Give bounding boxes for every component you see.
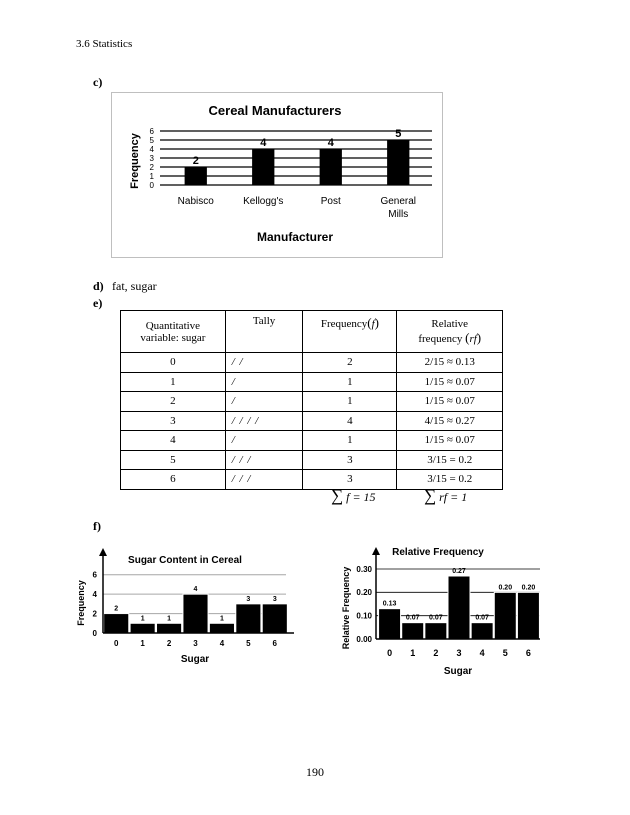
bar	[252, 149, 274, 185]
y-tick-label: 2	[92, 609, 97, 619]
cell-tally: /	[225, 392, 303, 412]
y-tick-label: 0.20	[356, 588, 372, 598]
sigma-symbol: ∑	[331, 486, 344, 505]
data-label: 0.20	[498, 584, 513, 592]
col-header-tally: Tally	[225, 311, 303, 353]
y-axis-arrowhead	[99, 548, 107, 556]
chart-relative-frequency	[338, 540, 548, 680]
x-axis-label: Sugar	[180, 654, 210, 665]
cell-value: 0	[121, 353, 226, 373]
data-label: 3	[246, 595, 251, 603]
y-tick-label: 6	[92, 570, 97, 580]
cell-value: 5	[121, 450, 226, 470]
frequency-sum-expression: f = 15	[346, 490, 376, 504]
frequency-sum	[331, 486, 376, 506]
data-label: 0.27	[452, 568, 466, 575]
cell-value: 4	[121, 431, 226, 451]
table-row	[121, 372, 503, 392]
data-label: 0.07	[429, 614, 443, 622]
page-number: 190	[306, 765, 324, 779]
data-label: 4	[260, 137, 267, 149]
cell-tally: / / /	[225, 470, 303, 490]
x-tick-label: 4	[219, 639, 225, 648]
frequency-symbol: f	[371, 318, 375, 330]
x-tick-label: 5	[246, 639, 251, 648]
table-row	[121, 353, 503, 373]
col-header-quantitative	[121, 311, 226, 353]
x-tick-label: 6	[525, 648, 531, 658]
y-tick-label: 0	[92, 628, 97, 638]
x-axis-label: Manufacturer	[256, 230, 334, 244]
x-tick-label: 3	[456, 648, 462, 658]
col-header-frequency: Frequency(f)	[303, 311, 397, 353]
bar	[494, 592, 516, 639]
y-tick-label: 1	[149, 171, 154, 181]
cell-relative-frequency: 1/15 ≈ 0.07	[397, 392, 503, 412]
cell-tally: /	[225, 372, 303, 392]
chart-title: Relative Frequency	[392, 547, 484, 558]
y-axis-label: Frequency	[76, 580, 86, 626]
x-tick-label: Kellogg's	[243, 196, 284, 207]
y-tick-label: 0.30	[356, 564, 372, 574]
cell-relative-frequency: 2/15 ≈ 0.13	[397, 353, 503, 373]
cell-tally: / / /	[225, 450, 303, 470]
y-tick-label: 0	[149, 180, 154, 190]
col-header-text: Quantitative	[145, 319, 201, 332]
data-label: 1	[167, 615, 172, 623]
relative-frequency-sum-expression: rf = 1	[439, 490, 468, 504]
chart-cereal-manufacturers	[112, 93, 442, 257]
bar	[387, 140, 409, 185]
x-tick-label: 6	[272, 639, 278, 648]
relative-frequency-symbol: rf	[469, 332, 477, 345]
bar	[209, 623, 234, 633]
data-label: 2	[114, 605, 119, 613]
x-tick-label: 5	[502, 648, 508, 658]
cell-frequency: 3	[303, 470, 397, 490]
chart-title: Cereal Manufacturers	[208, 103, 342, 118]
bar	[320, 149, 342, 185]
cell-frequency: 1	[303, 372, 397, 392]
x-tick-label: General	[380, 196, 417, 207]
data-label: 4	[327, 137, 334, 149]
chart-cereal-manufacturers-frame	[111, 92, 443, 258]
cell-value: 6	[121, 470, 226, 490]
cell-frequency: 3	[303, 450, 397, 470]
x-tick-label: 0	[113, 639, 119, 648]
col-header-text: Relative	[431, 317, 469, 330]
col-header-text: Frequency	[320, 318, 368, 330]
y-axis-arrowhead	[372, 547, 380, 555]
bar	[517, 592, 539, 639]
part-e-label: e)	[93, 296, 103, 310]
data-label: 2	[192, 155, 199, 167]
x-tick-label: 1	[410, 648, 416, 658]
cell-tally: / /	[225, 353, 303, 373]
cell-value: 1	[121, 372, 226, 392]
y-tick-label: 2	[149, 162, 154, 172]
x-tick-label: 2	[433, 648, 439, 658]
relative-frequency-sum	[424, 486, 467, 506]
y-tick-label: 3	[149, 153, 154, 163]
y-tick-label: 4	[92, 589, 97, 599]
cell-relative-frequency: 3/15 = 0.2	[397, 450, 503, 470]
y-tick-label: 5	[149, 135, 154, 145]
part-d-answer: fat, sugar	[112, 279, 157, 293]
bar	[379, 609, 401, 639]
x-tick-label: 1	[140, 639, 145, 648]
bar	[425, 623, 447, 639]
bar	[448, 576, 470, 639]
bar	[262, 604, 287, 633]
chart-title: Sugar Content in Cereal	[128, 555, 242, 566]
cell-value: 2	[121, 392, 226, 412]
frequency-table	[120, 310, 503, 490]
data-label: 0.20	[521, 584, 536, 592]
cell-value: 3	[121, 411, 226, 431]
cell-frequency: 1	[303, 431, 397, 451]
col-header-text: variable: sugar	[140, 331, 206, 344]
data-label: 5	[395, 128, 402, 140]
data-label: 1	[219, 615, 224, 623]
bar	[130, 623, 155, 633]
y-tick-label: 0.10	[356, 611, 372, 621]
page-header: 3.6 Statistics	[76, 38, 133, 50]
x-tick-label: 0	[387, 648, 393, 658]
cell-relative-frequency: 1/15 ≈ 0.07	[397, 372, 503, 392]
bar	[157, 623, 182, 633]
data-label: 4	[193, 586, 198, 594]
y-tick-label: 4	[149, 144, 154, 154]
x-tick-label: Post	[320, 196, 341, 207]
bar	[185, 167, 207, 185]
bar	[402, 623, 424, 639]
table-row	[121, 411, 503, 431]
chart-sugar-content	[72, 545, 302, 670]
bar	[183, 594, 208, 633]
cell-frequency: 2	[303, 353, 397, 373]
data-label: 0.07	[405, 614, 420, 622]
y-axis-label: Frequency	[129, 133, 141, 189]
cell-relative-frequency: 3/15 = 0.2	[397, 470, 503, 490]
table-row	[121, 392, 503, 412]
data-label: 0.13	[382, 600, 397, 608]
cell-frequency: 1	[303, 392, 397, 412]
cell-relative-frequency: 4/15 ≈ 0.27	[397, 411, 503, 431]
x-tick-label: 3	[193, 639, 198, 648]
table-header-row	[121, 311, 503, 353]
y-tick-label: 6	[149, 126, 154, 136]
x-tick-label: Mills	[388, 209, 409, 220]
data-label: 1	[140, 615, 145, 623]
table-row	[121, 431, 503, 451]
bar	[104, 614, 129, 633]
x-tick-label: 2	[166, 639, 172, 648]
data-label: 3	[272, 595, 277, 603]
y-axis-label: Relative Frequency	[341, 566, 351, 650]
cell-frequency: 4	[303, 411, 397, 431]
col-header-text: frequency	[418, 332, 463, 345]
part-d-label: d)	[93, 279, 104, 293]
y-tick-label: 0.00	[356, 634, 372, 644]
col-header-relative-frequency: Relative frequency (rf)	[397, 311, 503, 353]
table-row	[121, 450, 503, 470]
part-f-label: f)	[93, 519, 101, 533]
data-label: 0.07	[475, 614, 489, 622]
part-c-label: c)	[93, 75, 103, 89]
bar	[236, 604, 261, 633]
bar	[471, 623, 493, 639]
sigma-symbol: ∑	[424, 486, 437, 505]
x-axis-label: Sugar	[443, 666, 473, 677]
x-tick-label: 4	[479, 648, 485, 658]
x-tick-label: Nabisco	[177, 196, 214, 207]
cell-tally: / / / /	[225, 411, 303, 431]
cell-relative-frequency: 1/15 ≈ 0.07	[397, 431, 503, 451]
cell-tally: /	[225, 431, 303, 451]
